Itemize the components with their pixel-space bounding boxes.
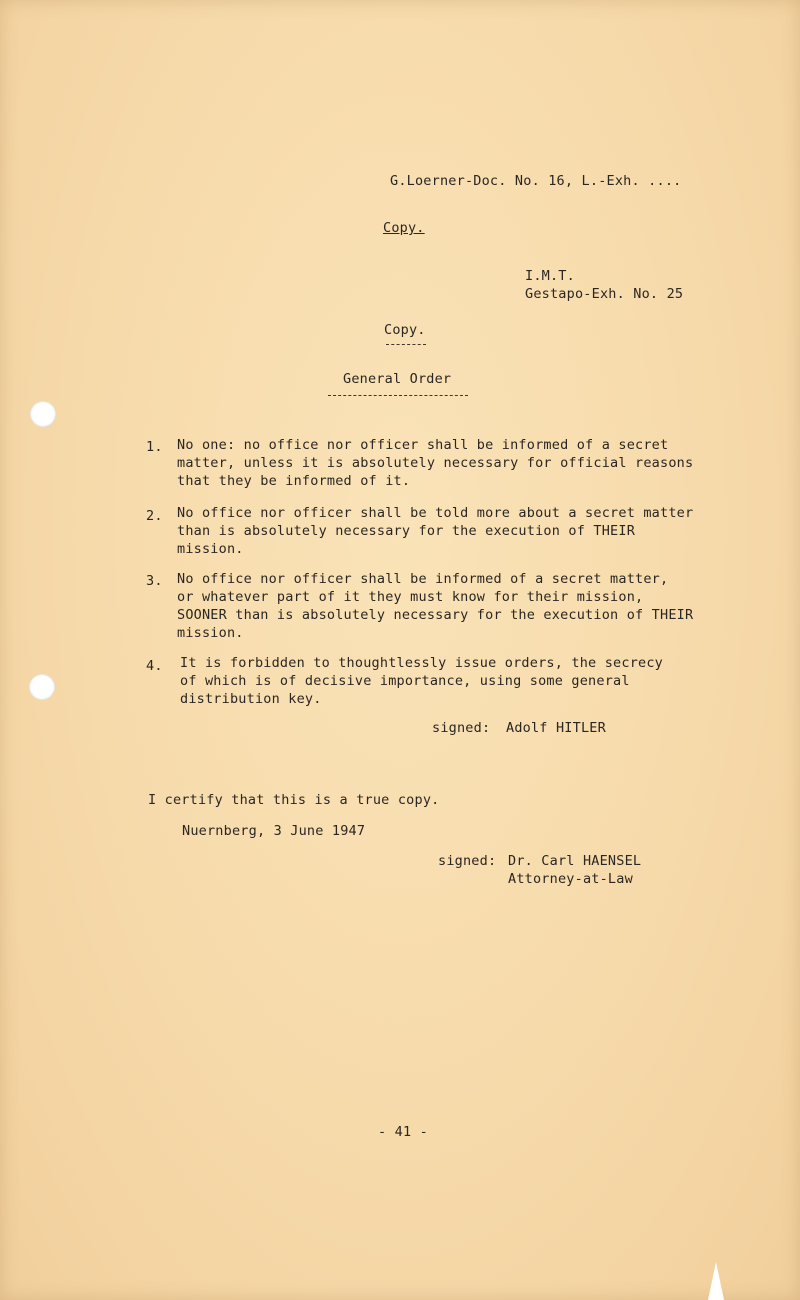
imt-label: I.M.T. — [525, 268, 575, 284]
signed-label: signed: — [438, 853, 497, 869]
item-line: No one: no office nor officer shall be informed of a secret — [177, 437, 669, 453]
item-number: 3. — [146, 573, 163, 589]
item-number: 2. — [146, 508, 163, 524]
punch-hole-bottom — [29, 674, 55, 700]
item-number: 1. — [146, 439, 163, 455]
copy-underline — [386, 344, 426, 345]
item-line: matter, unless it is absolutely necessary for official reasons — [177, 455, 694, 471]
document-reference: G.Loerner-Doc. No. 16, L.-Exh. .... — [390, 173, 682, 189]
item-line: or whatever part of it they must know for their mission, — [177, 589, 644, 605]
item-line: mission. — [177, 625, 244, 641]
copy-label-second: Copy. — [384, 322, 426, 338]
signer-name: Adolf HITLER — [506, 720, 606, 736]
title-underline — [328, 395, 468, 396]
item-line: of which is of decisive importance, using some general — [180, 673, 630, 689]
place-date: Nuernberg, 3 June 1947 — [182, 823, 366, 839]
document-title: General Order — [343, 371, 452, 387]
punch-hole-top — [30, 401, 56, 427]
item-line: distribution key. — [180, 691, 322, 707]
item-line: than is absolutely necessary for the execution of THEIR — [177, 523, 636, 539]
item-line: No office nor officer shall be told more about a secret matter — [177, 505, 694, 521]
item-line: that they be informed of it. — [177, 473, 411, 489]
item-line: No office nor officer shall be informed of a secret matter, — [177, 571, 669, 587]
item-number: 4. — [146, 658, 163, 674]
signer-name: Dr. Carl HAENSEL — [508, 853, 642, 869]
gestapo-exhibit-label: Gestapo-Exh. No. 25 — [525, 286, 684, 302]
signed-label: signed: — [432, 720, 491, 736]
certification-statement: I certify that this is a true copy. — [148, 792, 440, 808]
page-corner-mark — [708, 1262, 724, 1300]
signer-title: Attorney-at-Law — [508, 871, 633, 887]
item-line: It is forbidden to thoughtlessly issue orders, the secrecy — [180, 655, 664, 671]
page-number: - 41 - — [378, 1124, 428, 1140]
item-line: mission. — [177, 541, 244, 557]
copy-label-top: Copy. — [383, 220, 425, 236]
item-line: SOONER than is absolutely necessary for the execution of THEIR — [177, 607, 694, 623]
